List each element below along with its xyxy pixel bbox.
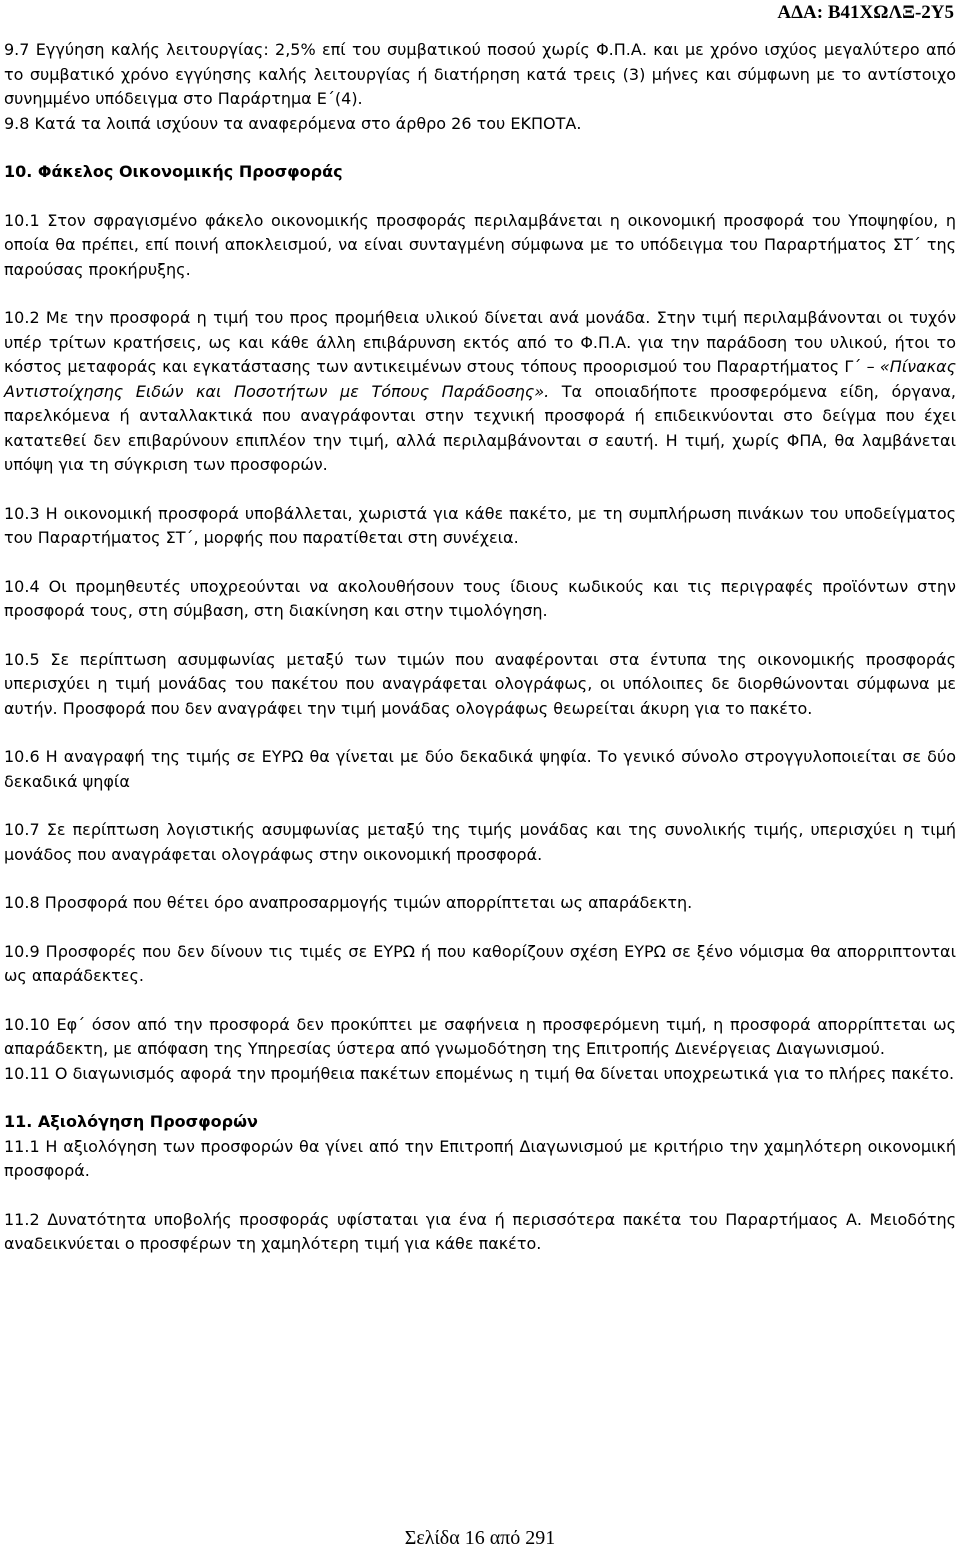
paragraph-11-2: 11.2 Δυνατότητα υποβολής προσφοράς υφίσταται για ένα ή περισσότερα πακέτα του Παραρτήμαος Α. Μειοδότης αναδεικνύεται ο προσφέρων τη χαμηλότερη τιμή για κάθε πακέτο. (4, 1209, 956, 1253)
page-number: Σελίδα 16 από 291 (404, 1527, 556, 1549)
paragraph-10-10: 10.10 Εφ΄ όσον από την προσφορά δεν προκύπτει με σαφήνεια η προσφερόμενη τιμή, η προσφορά απορρίπτεται ως απαράδεκτη, με απόφαση της Υπηρεσίας ύστερα από γνωμοδότηση της Επιτροπής Διενέργειας Διαγωνισμού. (4, 1014, 956, 1058)
document-body (4, 38, 956, 1257)
paragraph-10-9: 10.9 Προσφορές που δεν δίνουν τις τιμές σε ΕΥΡΩ ή που καθορίζουν σχέση ΕΥΡΩ σε ξένο νόμισμα θα απορριπτονται ως απαράδεκτες. (4, 941, 956, 985)
section-11-heading: 11. Αξιολόγηση Προσφορών (4, 1112, 258, 1131)
section-10-heading: 10. Φάκελος Οικονομικής Προσφοράς (4, 162, 343, 181)
paragraph-10-2-part-a: 10.2 Με την προσφορά η τιμή του προς προμήθεια υλικού δίνεται ανά μονάδα. Στην τιμή περιλαμβάνονται οι τυχόν υπέρ τρίτων κρατήσεις, ως και κάθε άλλη επιβάρυνση εκτός από το Φ.Π.Α. για την παράδοση του υλικού, ήτοι το κόστος μεταφοράς και εγκατάστασης των αντικειμένων στους τόπους προορισμού του Παραρτήματος Γ΄ – (4, 308, 956, 376)
paragraph-10-4: 10.4 Οι προμηθευτές υποχρεούνται να ακολουθήσουν τους ίδιους κωδικούς και τις περιγραφές προϊόντων στην προσφορά τους, στη σύμβαση, στη διακίνηση και στην τιμολόγηση. (4, 576, 956, 620)
ada-code: ΑΔΑ: Β41ΧΩΛΞ-2Υ5 (777, 2, 954, 23)
paragraph-10-7: 10.7 Σε περίπτωση λογιστικής ασυμφωνίας μεταξύ της τιμής μονάδας και της συνολικής τιμής, υπερισχύει η τιμή μονάδος που αναγράφεται ολογράφως στην οικονομική προσφορά. (4, 820, 956, 864)
paragraph-10-6: 10.6 Η αναγραφή της τιμής σε ΕΥΡΩ θα γίνεται με δύο δεκαδικά ψηφία. Το γενικό σύνολο στρογγυλοποιείται σε δύο δεκαδικά ψηφία (4, 747, 956, 791)
paragraph-10-2 (4, 306, 956, 478)
paragraph-10-3: 10.3 Η οικονομική προσφορά υποβάλλεται, χωριστά για κάθε πακέτο, με τη συμπλήρωση πινάκων του υποδείγματος του Παραρτήματος ΣΤ΄, μορφής που παρατίθεται στη συνέχεια. (4, 503, 956, 547)
paragraph-9-7: 9.7 Εγγύηση καλής λειτουργίας: 2,5% επί του συμβατικού ποσού χωρίς Φ.Π.Α. και με χρόνο ισχύος μεγαλύτερο από το συμβατικό χρόνο εγγύησης καλής λειτουργίας ή διατήρηση κατά τρεις (3) μήνες και σύμφωνη με το αντίστοιχο συνημμένο υπόδειγμα στο Παράρτημα Ε΄(4). (4, 40, 956, 108)
paragraph-10-11: 10.11 Ο διαγωνισμός αφορά την προμήθεια πακέτων επομένως η τιμή θα δίνεται υποχρεωτικά για το πλήρες πακέτο. (4, 1063, 955, 1083)
paragraph-9-8: 9.8 Κατά τα λοιπά ισχύουν τα αναφερόμενα στο άρθρο 26 του ΕΚΠΟΤΑ. (4, 113, 582, 133)
paragraph-10-5: 10.5 Σε περίπτωση ασυμφωνίας μεταξύ των τιμών που αναφέρονται στα έντυπα της οικονομικής προσφοράς υπερισχύει η τιμή μονάδας του πακέτου που αναγράφεται ολογράφως, οι υπόλοιπες δε διορθώνονται σύμφωνα με αυτήν. Προσφορά που δεν αναγράφει την τιμή μονάδας ολογράφως θεωρείται άκυρη για το πακέτο. (4, 649, 956, 718)
paragraph-10-8: 10.8 Προσφορά που θέτει όρο αναπροσαρμογής τιμών απορρίπτεται ως απαράδεκτη. (4, 893, 693, 912)
paragraph-10-2-italic: «Πίνακας Αντιστοίχησης Ειδών και Ποσοτήτων με Τόπους Παράδοσης». (4, 357, 956, 401)
paragraph-10-1: 10.1 Στον σφραγισμένο φάκελο οικονομικής προσφοράς περιλαμβάνεται η οικονομική προσφορά του Υποψηφίου, η οποία θα πρέπει, επί ποινή αποκλεισμού, να είναι συνταγμένη σύμφωνα με το υπόδειγμα του Παραρτήματος ΣΤ΄ της παρούσας προκήρυξης. (4, 210, 956, 279)
paragraph-11-1: 11.1 Η αξιολόγηση των προσφορών θα γίνει από την Επιτροπή Διαγωνισμού με κριτήριο την χαμηλότερη οικονομική προσφορά. (4, 1136, 956, 1180)
paragraph-10-2-part-b: Τα οποιαδήποτε προσφερόμενα είδη, όργανα, παρελκόμενα ή ανταλλακτικά που αναγράφονται στην τεχνική προσφορά ή επιδεικνύονται στο δείγμα που έχει κατατεθεί δεν επιβαρύνουν επιπλέον την τιμή, αλλά περιλαμβάνονται σ εαυτή. Η τιμή, χωρίς ΦΠΑ, θα λαμβάνεται υπόψη για τη σύγκριση των προσφορών. (4, 381, 957, 474)
